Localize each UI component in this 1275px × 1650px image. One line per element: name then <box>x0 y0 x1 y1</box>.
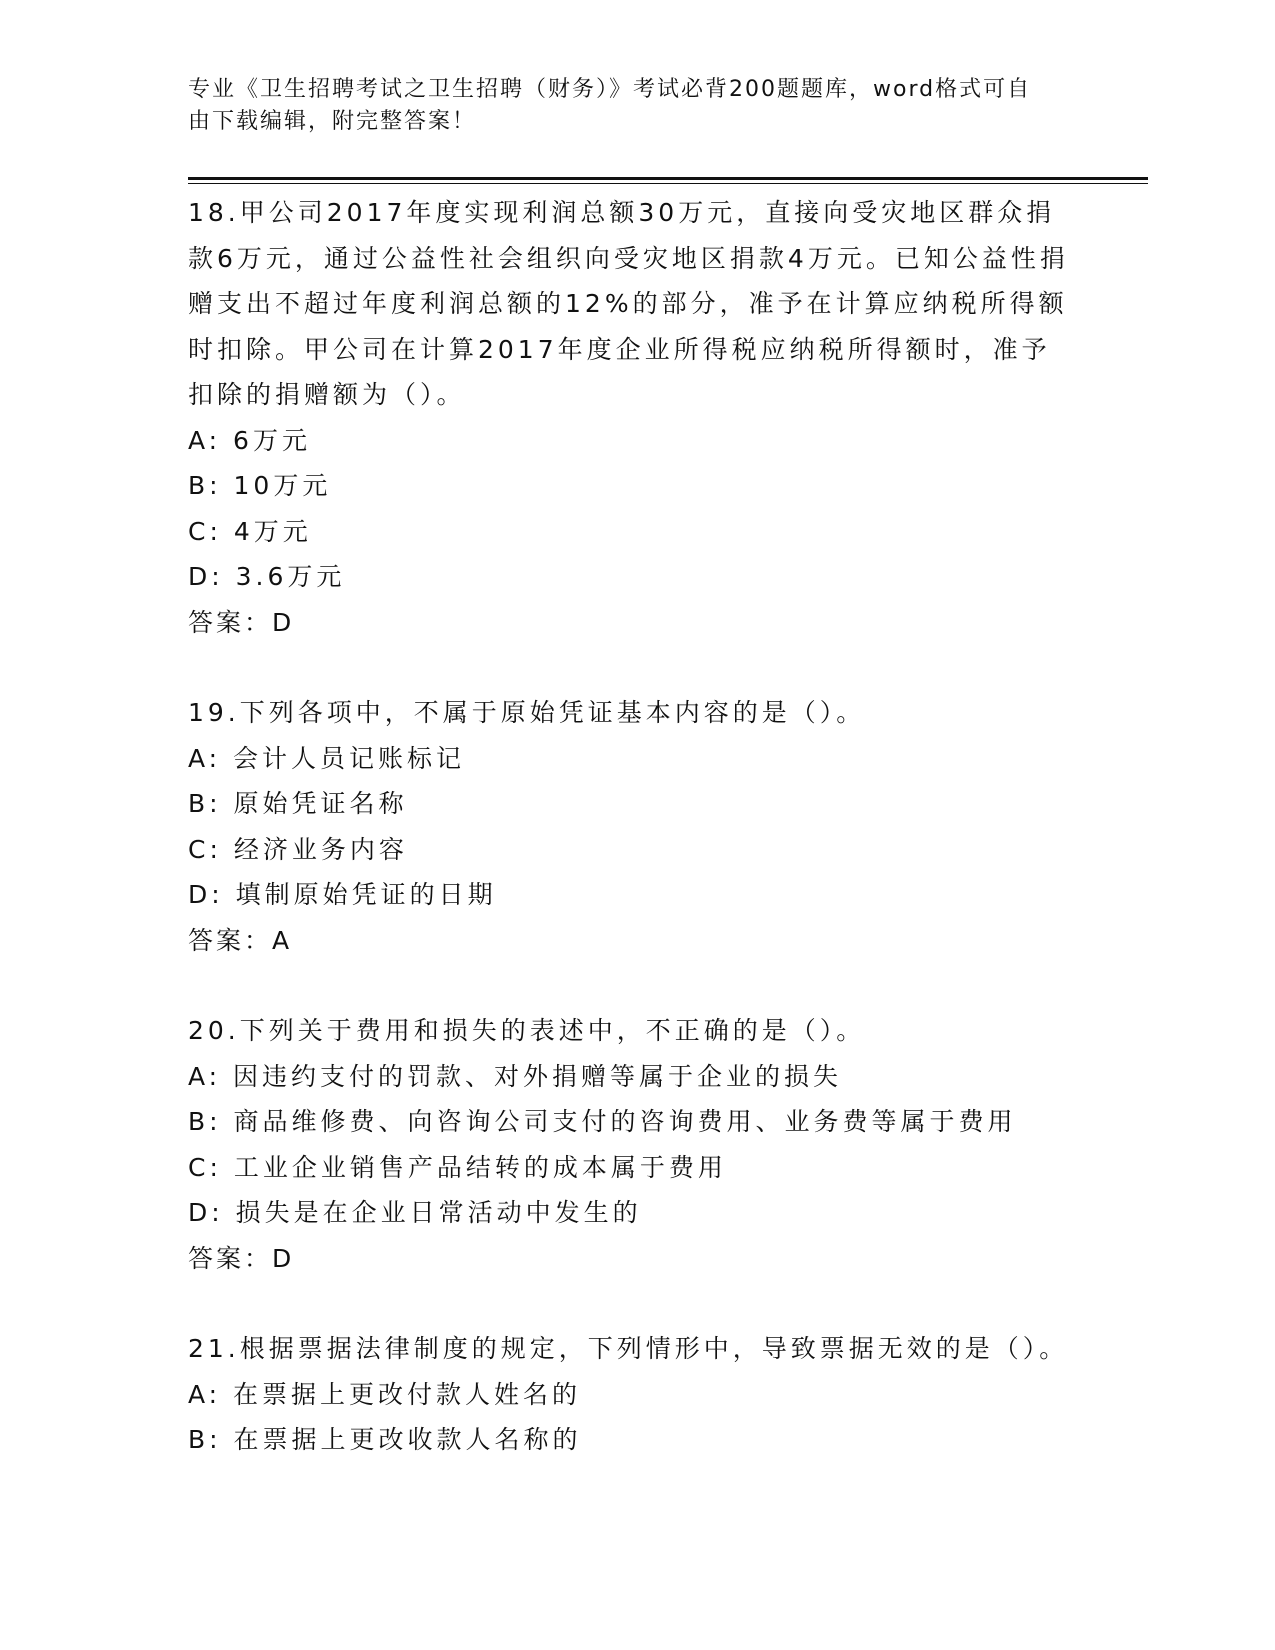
answer-line: 答案：D <box>188 607 295 637</box>
option-a: A: 6万元 <box>188 425 311 455</box>
question-19 <box>188 690 1078 963</box>
option-a: A: 会计人员记账标记 <box>188 743 466 773</box>
question-list <box>188 190 1078 1463</box>
document-header <box>188 74 1068 138</box>
question-stem: 20.下列关于费用和损失的表述中，不正确的是（）。 <box>188 1016 866 1045</box>
option-d: D: 填制原始凭证的日期 <box>188 880 497 909</box>
option-b: B: 在票据上更改收款人名称的 <box>188 1425 582 1454</box>
spacer <box>188 1281 1078 1326</box>
answer-line: 答案：D <box>188 1243 295 1273</box>
question-stem: 19.下列各项中，不属于原始凭证基本内容的是（）。 <box>188 698 866 727</box>
spacer <box>188 963 1078 1008</box>
header-line-1: 专业《卫生招聘考试之卫生招聘（财务）》考试必背200题题库，word格式可自 <box>188 77 1032 102</box>
header-line-2: 由下载编辑，附完整答案！ <box>188 109 477 134</box>
question-stem: 18.甲公司2017年度实现利润总额30万元，直接向受灾地区群众捐款6万元，通过公益性社会组织向受灾地区捐款4万元。已知公益性捐赠支出不超过年度利润总额的12%的部分，准予在计算应纳税所得额时扣除。甲公司在计算2017年度企业所得税应纳税所得额时，准予扣除的捐赠额为（）。 <box>188 198 1069 409</box>
spacer <box>188 645 1078 690</box>
question-stem: 21.根据票据法律制度的规定，下列情形中，导致票据无效的是（）。 <box>188 1334 1069 1363</box>
option-b: B: 10万元 <box>188 471 332 500</box>
question-21 <box>188 1326 1078 1463</box>
question-20 <box>188 1008 1078 1281</box>
option-b: B: 原始凭证名称 <box>188 789 408 818</box>
option-a: A: 在票据上更改付款人姓名的 <box>188 1379 582 1409</box>
header-divider-thick <box>188 177 1148 180</box>
option-d: D: 损失是在企业日常活动中发生的 <box>188 1198 642 1227</box>
question-18 <box>188 190 1078 645</box>
option-a: A: 因违约支付的罚款、对外捐赠等属于企业的损失 <box>188 1061 843 1091</box>
header-divider-thin <box>188 183 1148 184</box>
option-c: C: 工业企业销售产品结转的成本属于费用 <box>188 1152 727 1182</box>
option-d: D: 3.6万元 <box>188 562 346 591</box>
option-c: C: 经济业务内容 <box>188 834 408 864</box>
answer-line: 答案：A <box>188 925 293 955</box>
option-b: B: 商品维修费、向咨询公司支付的咨询费用、业务费等属于费用 <box>188 1107 1017 1136</box>
option-c: C: 4万元 <box>188 516 312 546</box>
